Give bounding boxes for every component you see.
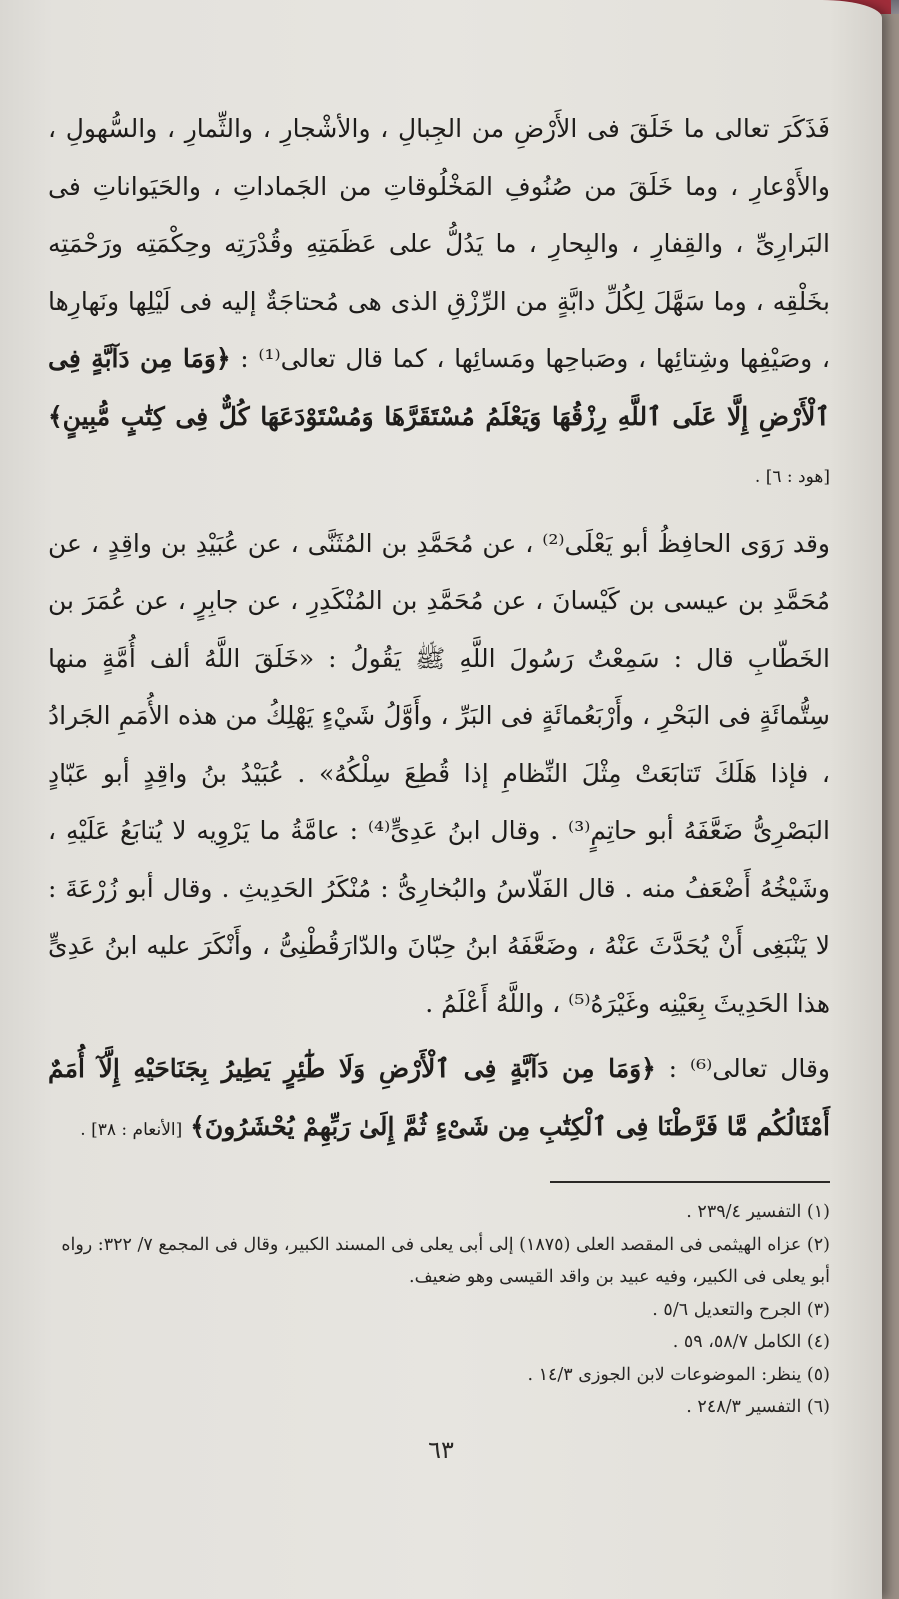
- footnote-separator: [550, 1181, 830, 1183]
- verse-citation-anam: [الأنعام : ٣٨] .: [80, 1119, 183, 1140]
- paragraph-3-text: وقال تعالى⁽⁶⁾ :: [655, 1054, 831, 1083]
- footnote-5: (٥) ينظر: الموضوعات لابن الجوزى ١٤/٣ .: [527, 1364, 830, 1385]
- footnote-1: (١) التفسير ٢٣٩/٤ .: [686, 1202, 830, 1222]
- paragraph-2: [48, 515, 830, 1033]
- verse-citation-hud: [هود : ٦] .: [754, 467, 830, 487]
- paragraph-3: [48, 1040, 830, 1159]
- footnote-2: (٢) عزاه الهيثمى فى المقصد العلى (١٨٧٥) إلى أبى يعلى فى المسند الكبير، وقال فى المجمع ٧/ ٣٢٢: رواه أبو يعلى فى الكبير، وفيه عبيد بن واقد القيسى وهو ضعيف.: [61, 1234, 830, 1287]
- paragraph-1-text: فَذَكَرَ تعالى ما خَلَقَ فى الأَرْضِ من الجِبالِ ، والأشْجارِ ، والثِّمارِ ، والسُّهولِ ، والأَوْعارِ ، وما خَلَقَ من صُنُوفِ المَخْلُوقاتِ من الجَماداتِ ، والحَيَواناتِ فى البَرارِىِّ ، والقِفارِ ، والبِحارِ ، ما يَدُلُّ على عَظَمَتِهِ وقُدْرَتِه وحِكْمَتِه ورَحْمَتِه بخَلْقِه ، وما سَهَّلَ لِكُلِّ دابَّةٍ من الرِّزْقِ الذى هى مُحتاجَةٌ إليه فى لَيْلِها ونَهارِها ، وصَيْفِها وشِتائِها ، وصَباحِها ومَسائِها ، كما قال تعالى⁽¹⁾ :: [48, 114, 830, 373]
- footnotes: [56, 1196, 830, 1424]
- main-text: [48, 100, 830, 1159]
- paragraph-1: [48, 100, 830, 507]
- footnote-6: (٦) التفسير ٢٤٨/٣ .: [686, 1397, 830, 1417]
- quran-verse-anam: ﴿وَمَا مِن دَآبَّةٍ فِى ٱلْأَرْضِ وَلَا طَٰٓئِرٍ يَطِيرُ بِجَنَاحَيْهِ إِلَّآ أُمَمٌ أَمْثَالُكُم مَّا فَرَّطْنَا فِى ٱلْكِتَٰبِ مِن شَىْءٍ ثُمَّ إِلَىٰ رَبِّهِمْ يُحْشَرُونَ﴾: [48, 1054, 830, 1141]
- footnote-3: (٣) الجرح والتعديل ٥/٦ .: [652, 1299, 830, 1320]
- page-number: ٦٣: [428, 1436, 454, 1464]
- footnote-4: (٤) الكامل ٥٨/٧، ٥٩ .: [672, 1332, 830, 1352]
- quran-verse-hud: ﴿وَمَا مِن دَآبَّةٍ فِى ٱلْأَرْضِ إِلَّا عَلَى ٱللَّهِ رِزْقُهَا وَيَعْلَمُ مُسْتَقَرَّهَا وَمُسْتَوْدَعَهَا كُلٌّ فِى كِتَٰبٍ مُّبِينٍ﴾: [48, 344, 830, 431]
- paragraph-2-text: وقد رَوَى الحافِظُ أبو يَعْلَى⁽²⁾ ، عن مُحَمَّدِ بن المُثَنَّى ، عن عُبَيْدِ بن واقِدٍ ، عن مُحَمَّدِ بن عيسى بن كَيْسانَ ، عن مُحَمَّدِ بن المُنْكَدِرِ ، عن جابِرٍ ، عن عُمَرَ بن الخَطّابِ قال : سَمِعْتُ رَسُولَ اللَّهِ ﷺ يَقُولُ : «خَلَقَ اللَّهُ ألف أُمَّةٍ منها سِتُّمائَةٍ فى البَحْرِ ، وأَرْبَعُمائَةٍ فى البَرِّ ، وأَوَّلُ شَيْءٍ يَهْلِكُ من هذه الأُمَمِ الجَرادُ ، فإذا هَلَكَ تَتابَعَتْ مِثْلَ النِّظامِ إذا قُطِعَ سِلْكُهُ» . عُبَيْدُ بنُ واقِدٍ أبو عَبّادٍ البَصْرِىُّ ضَعَّفَهُ أبو حاتِمٍ⁽³⁾ . وقال ابنُ عَدِىٍّ⁽⁴⁾ : عامَّةُ ما يَرْوِيه لا يُتابَعُ عَلَيْهِ ، وشَيْخُهُ أَضْعَفُ منه . قال الفَلّاسُ والبُخارِىُّ : مُنْكَرُ الحَدِيثِ . وقال أبو زُرْعَةَ : لا يَنْبَغِى أَنْ يُحَدَّثَ عَنْهُ ، وضَعَّفَهُ ابنُ حِبّانَ والدّارَقُطْنِىُّ ، وأَنْكَرَ عليه ابنُ عَدِىٍّ هذا الحَدِيثَ بِعَيْنِه وغَيْرَهُ⁽⁵⁾ ، واللَّهُ أَعْلَمُ .: [48, 528, 830, 1018]
